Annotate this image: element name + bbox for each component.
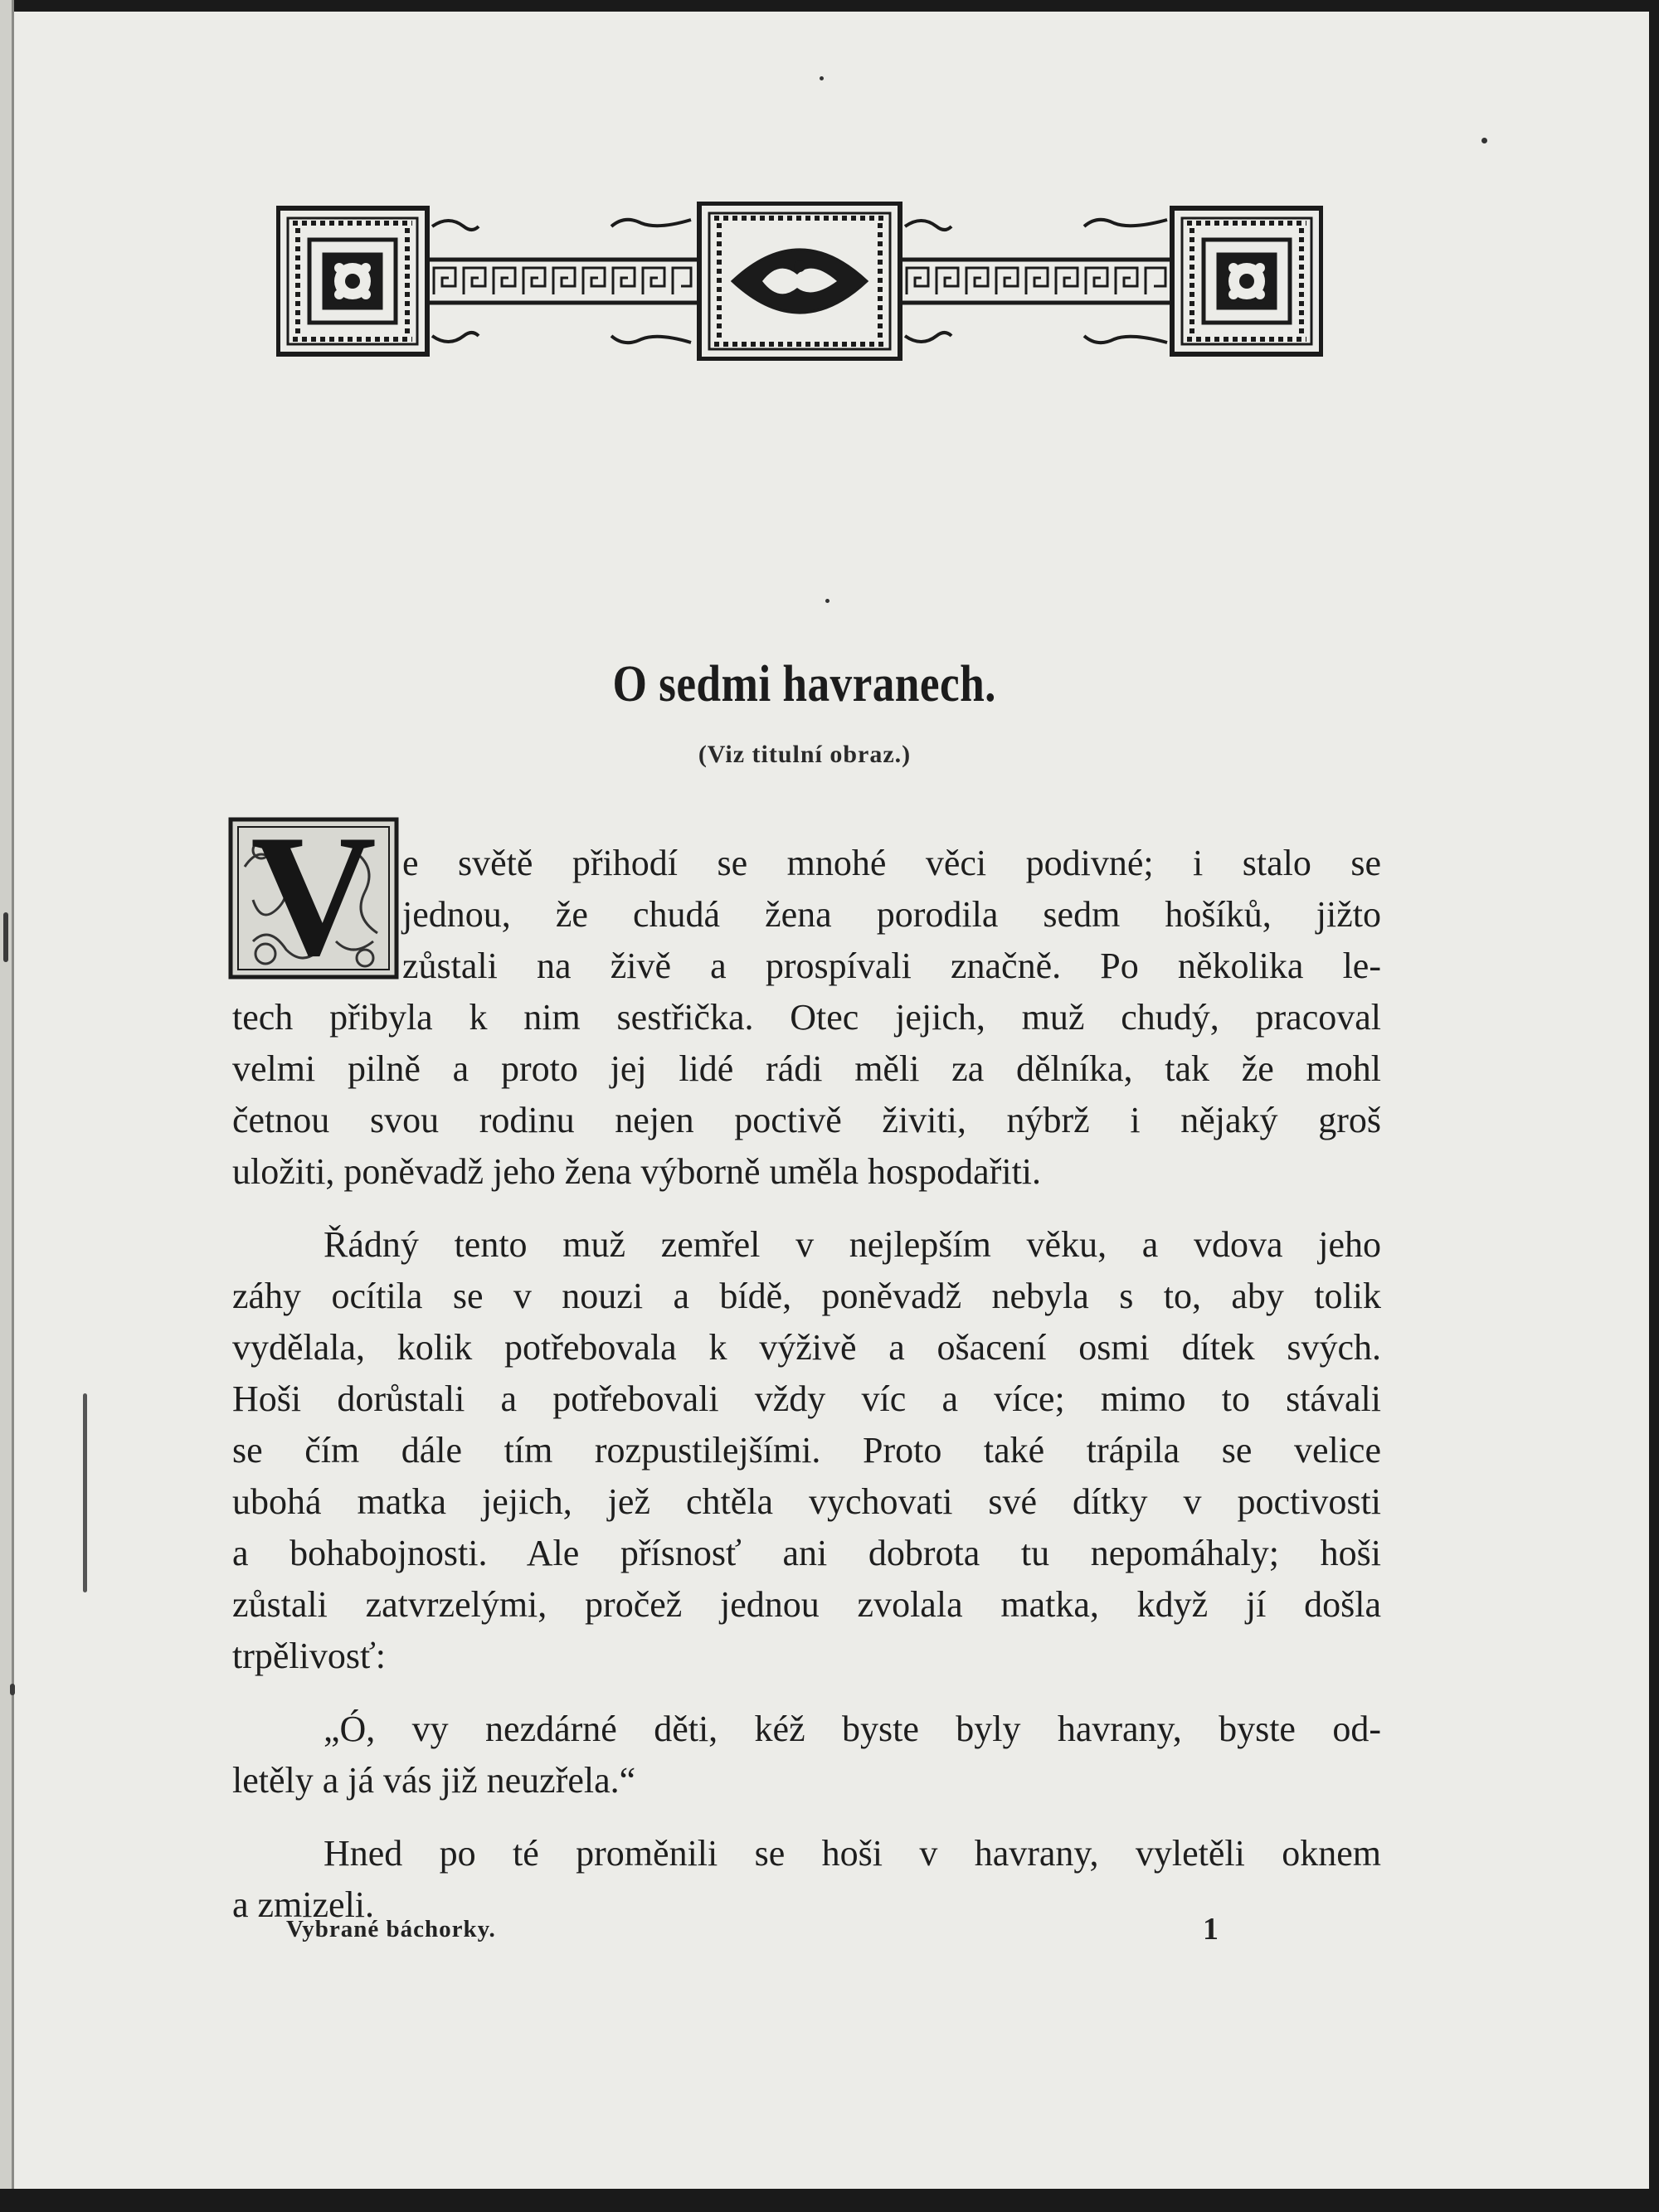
- spine-mark: [10, 1684, 15, 1695]
- body-text: [232, 838, 1381, 1931]
- dust-speck: [1481, 138, 1487, 143]
- chapter-title: O sedmi havranech.: [612, 656, 996, 712]
- text-line: trpělivosť:: [232, 1636, 387, 1676]
- scan-edge-right: [1649, 0, 1659, 2212]
- text-line: Řádný tento muž zemřel v nejlepším věku, a vdova jeho: [324, 1224, 1381, 1265]
- text-line: jednou, že chudá žena porodila sedm hošíků, jižto: [402, 894, 1381, 935]
- text-line: a zmizeli.: [232, 1884, 375, 1925]
- text-line: zůstali zatvrzelými, pročež jednou zvolala matka, když jí došla: [232, 1584, 1381, 1625]
- text-line: zůstali na živě a prospívali značně. Po několika le-: [402, 946, 1381, 986]
- text-line: uložiti, poněvadž jeho žena výborně uměla hospodařiti.: [232, 1151, 1042, 1192]
- spine-mark: [83, 1393, 87, 1592]
- text-line: četnou svou rodinu nejen poctivě živiti, nýbrž i nějaký groš: [232, 1100, 1381, 1140]
- text-line: se čím dále tím rozpustilejšími. Proto také trápila se velice: [232, 1430, 1381, 1471]
- chapter-subtitle: (Viz titulní obraz.): [698, 741, 912, 768]
- text-line: letěly a já vás již neuzřela.“: [232, 1760, 636, 1801]
- header-ornament-icon: [276, 202, 1323, 361]
- page-number: 1: [1203, 1912, 1219, 1947]
- text-line: ubohá matka jejich, jež chtěla vychovati své dítky v poctivosti: [232, 1481, 1381, 1522]
- running-footer: Vybrané báchorky.: [286, 1916, 496, 1942]
- scan-edge-top: [0, 0, 1659, 12]
- spine-mark: [3, 912, 8, 962]
- text-line: „Ó, vy nezdárné děti, kéž byste byly havrany, byste od-: [324, 1709, 1381, 1749]
- text-line: a bohabojnosti. Ale přísnosť ani dobrota tu nepomáhaly; hoši: [232, 1533, 1381, 1573]
- dust-speck: [820, 76, 824, 80]
- text-line: Hoši dorůstali a potřebovali vždy víc a více; mimo to stávali: [232, 1378, 1381, 1419]
- text-line: záhy ocítila se v nouzi a bídě, poněvadž nebyla s to, aby tolik: [232, 1276, 1381, 1316]
- scan-edge-bottom: [0, 2189, 1659, 2212]
- text-line: e světě přihodí se mnohé věci podivné; i stalo se: [402, 843, 1381, 883]
- text-line: velmi pilně a proto jej lidé rádi měli za dělníka, tak že mohl: [232, 1048, 1381, 1089]
- text-line: vydělala, kolik potřebovala k výživě a ošacení osmi dítek svých.: [232, 1327, 1381, 1368]
- text-line: tech přibyla k nim sestřička. Otec jejich, muž chudý, pracoval: [232, 997, 1381, 1038]
- scan-edge-left: [0, 0, 14, 2212]
- dropcap-letter: V: [251, 800, 377, 992]
- text-line: Hned po té proměnili se hoši v havrany, vyletěli oknem: [324, 1833, 1381, 1874]
- dust-speck: [825, 599, 830, 603]
